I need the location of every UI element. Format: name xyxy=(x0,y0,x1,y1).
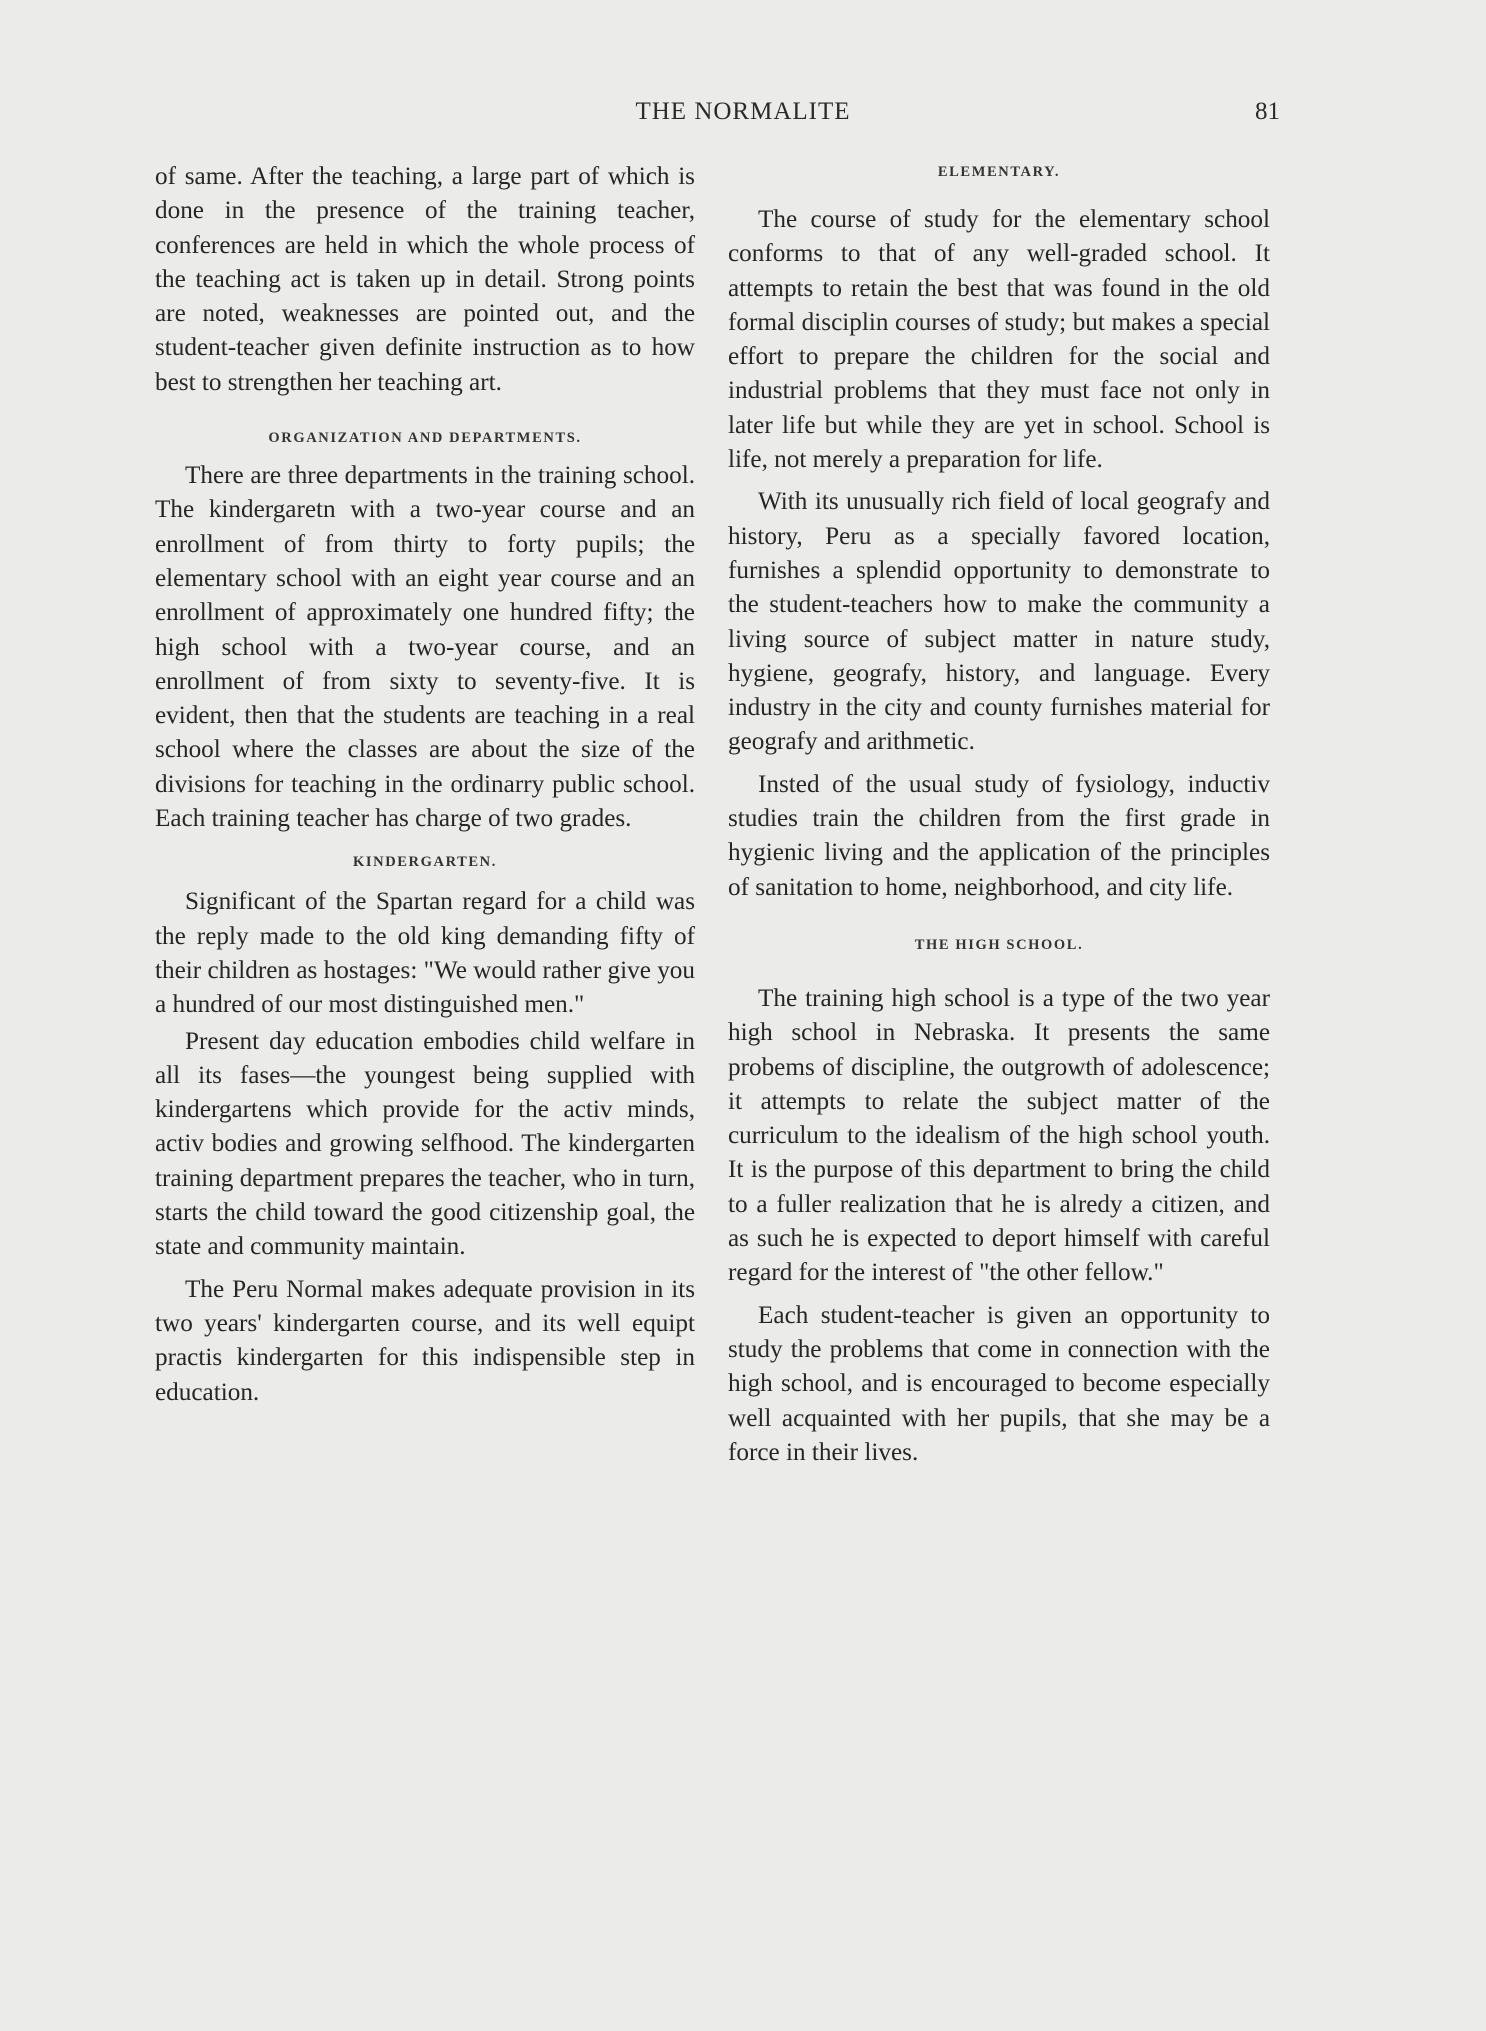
elementary-paragraph-1: The course of study for the elementary school conforms to that of any well-graded school. It attempts to retain the best that was found in the old formal disciplin courses of study; but makes a special effort to prepare the children for the social and industrial problems that they must face not only in later life but while they are yet in school. School is life, not merely a preparation for life. xyxy=(728,206,1270,474)
organization-paragraph: There are three departments in the training school. The kindergaretn with a two-year course and an enrollment of from thirty to forty pupils; the elementary school with an eight year course and an enrollment of approximately one hundred fifty; the high school with a two-year course, and an enrollment of from sixty to seventy-five. It is evident, then that the students are teaching in a real school where the classes are about the size of the divisions for teaching in the ordinarry public school. Each training teacher has charge of two grades. xyxy=(155,462,695,833)
left-column xyxy=(155,160,695,1410)
intro-paragraph: of same. After the teaching, a large part of which is done in the presence of the training teacher, conferences are held in which the whole process of the teaching act is taken up in detail. Strong points are noted, weaknesses are pointed out, and the student-teacher given definite instruction as to how best to strengthen her teaching art. xyxy=(155,163,695,396)
kindergarten-heading: KINDERGARTEN. xyxy=(353,854,497,871)
running-header-title: THE NORMALITE xyxy=(635,98,851,125)
page-number: 81 xyxy=(1255,98,1280,125)
high-school-paragraph-2: Each student-teacher is given an opportunity to study the problems that come in connection with the high school, and is encouraged to become especially well acquainted with her pupils, that she may be a force in their lives. xyxy=(728,1301,1270,1466)
kindergarten-paragraph-1: Significant of the Spartan regard for a child was the reply made to the old king demanding fifty of their children as hostages: "We would rather give you a hundred of our most distinguished men." xyxy=(155,888,695,1019)
kindergarten-paragraph-3: The Peru Normal makes adequate provision in its two years' kindergarten course, and its well equipt practis kindergarten for this indispensible step in education. xyxy=(155,1275,695,1406)
kindergarten-paragraph-2: Present day education embodies child welfare in all its fases—the youngest being supplied with kindergartens which provide for the activ minds, activ bodies and growing selfhood. The kindergarten training department prepares the teacher, who in turn, starts the child toward the good citizenship goal, the state and community maintain. xyxy=(155,1027,695,1261)
elementary-heading: ELEMENTARY. xyxy=(937,164,1061,180)
high-school-heading: THE HIGH SCHOOL. xyxy=(914,936,1084,953)
elementary-paragraph-2: With its unusually rich field of local geografy and history, Peru as a specially favored location, furnishes a splendid opportunity to demonstrate to the student-teachers how to make the community a living source of subject matter in nature study, hygiene, geografy, history, and language. Every industry in the city and county furnishes material for geografy and arithmetic. xyxy=(728,488,1270,756)
elementary-paragraph-3: Insted of the usual study of fysiology, inductiv studies train the children from the first grade in hygienic living and the application of the principles of sanitation to home, neighborhood, and city life. xyxy=(728,770,1270,901)
right-column xyxy=(728,160,1270,1470)
high-school-paragraph-1: The training high school is a type of the two year high school in Nebraska. It presents the same probems of discipline, the outgrowth of adolescence; it attempts to relate the subject matter of the curriculum to the idealism of the high school youth. It is the purpose of this department to bring the child to a fuller realization that he is alredy a citizen, and as such he is expected to deport himself with careful regard for the interest of "the other fellow." xyxy=(728,984,1270,1287)
organization-heading: ORGANIZATION AND DEPARTMENTS. xyxy=(268,430,582,447)
